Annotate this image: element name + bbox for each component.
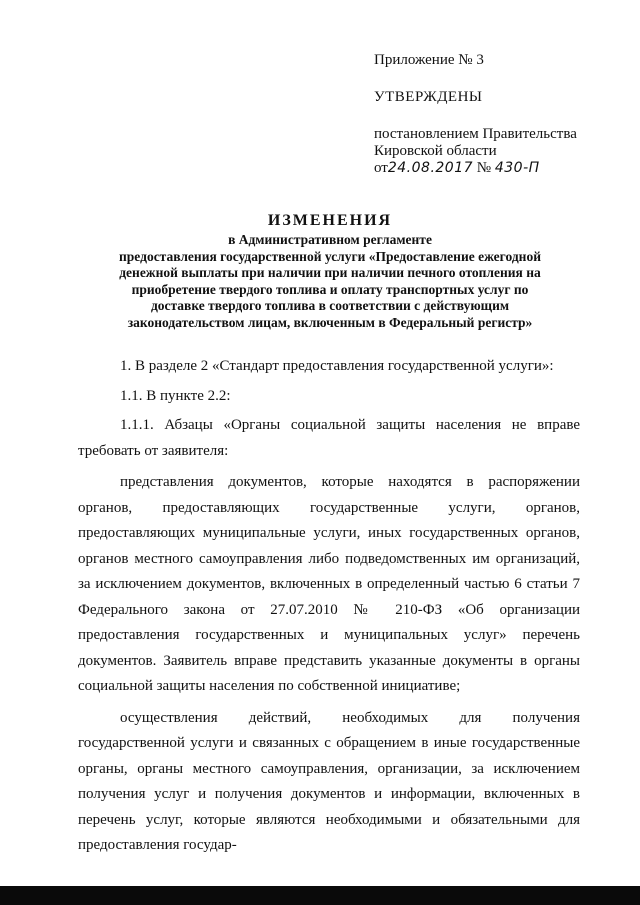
handwritten-number: 430-П xyxy=(494,160,540,176)
title-main: ИЗМЕНЕНИЯ xyxy=(267,212,393,229)
scan-bottom-edge xyxy=(0,886,640,905)
title-line: законодательством лицам, включенным в Федеральный регистр» xyxy=(127,314,533,330)
document-body xyxy=(78,354,580,859)
title-line: предоставления государственной услуги «Предоставление ежегодной xyxy=(119,248,541,264)
paragraph-item-1-1: 1.1. В пункте 2.2: xyxy=(120,387,231,404)
title-line: приобретение твердого топлива и оплату транспортных услуг по xyxy=(131,281,529,297)
paragraph-documents: представления документов, которые находятся в распоряжении органов, предоставляющих государственные услуги, органов, предоставляющих муниципальные услуги, иных государственных органов, органов местного самоуправления либо подведомственных им организаций, за исключением документов, включенных в определенный частью 6 статьи 7 Федерального закона от 27.07.2010 № 210-ФЗ «Об организации предоставления государственных и муниципальных услуг» перечень документов. Заявитель вправе представить указанные документы в органы социальной защиты населения по собственной инициативе; xyxy=(78,474,580,694)
resolution-date-line xyxy=(374,160,624,177)
paragraph-actions: осуществления действий, необходимых для получения государственной услуги и связанных с обращением в иные государственные органы, органы местного самоуправления, организации, за исключением получения услуг и получения документов и информации, включенных в перечень услуг, которые являются необходимыми и обязательными для предоставления государ- xyxy=(78,709,580,853)
document-title xyxy=(60,212,600,331)
resolution-line-2: Кировской области xyxy=(374,143,497,159)
date-prefix: от xyxy=(374,160,388,176)
paragraph-section-1: 1. В разделе 2 «Стандарт предоставления государственной услуги»: xyxy=(120,358,554,374)
number-prefix: № xyxy=(476,160,492,176)
title-line: денежной выплаты при наличии при наличии печного отопления на xyxy=(119,265,541,280)
paragraph-item-1-1-1: 1.1.1. Абзацы «Органы социальной защиты населения не вправе требовать от заявителя: xyxy=(78,417,580,459)
approval-header xyxy=(374,52,624,177)
title-line: в Административном регламенте xyxy=(228,232,432,247)
resolution-line-1: постановлением Правительства xyxy=(374,126,577,142)
handwritten-date: 24.08.2017 xyxy=(387,160,474,176)
title-line: доставке твердого топлива в соответствии с действующим xyxy=(150,298,510,313)
approved-label: УТВЕРЖДЕНЫ xyxy=(374,89,483,105)
appendix-label: Приложение № 3 xyxy=(374,52,484,68)
